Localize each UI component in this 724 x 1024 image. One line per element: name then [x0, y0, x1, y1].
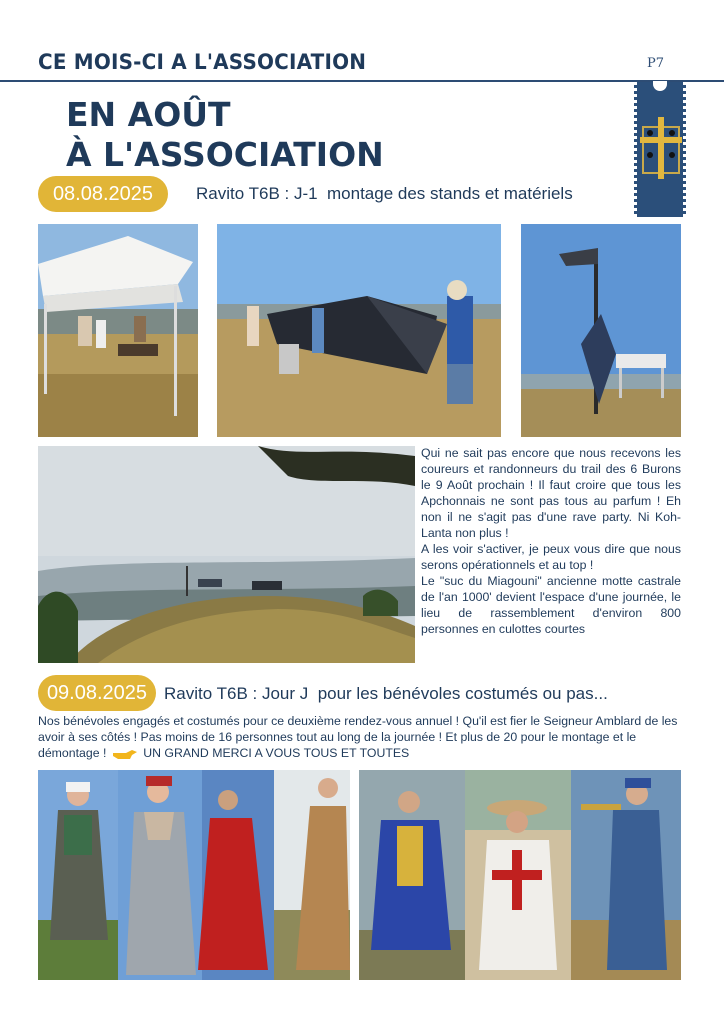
costumed-volunteers-collage-1	[38, 770, 350, 980]
event1-paragraph-1: Qui ne sait pas encore que nous recevons les coureurs et randonneurs du trail des 6 Burons le 9 Août prochain ! Il faut croire que tous les Apchonnais ne sont pas tous au parfum ! Eh non il ne s'agit pas d'une rave party. Ni Koh-Lanta non plus !	[421, 446, 681, 540]
event1-date-badge: 08.08.2025	[38, 176, 168, 212]
arms-dot	[647, 152, 653, 158]
page-number: P7	[647, 56, 665, 71]
event2-thanks-text: UN GRAND MERCI A VOUS TOUS ET TOUTES	[143, 746, 410, 760]
event1-paragraph-3: Le "suc du Miagouni" ancienne motte castrale de l'an 1000' devient l'espace d'une journée, le lieu de rassemblement d'environ 800 personnes en culottes courtes	[421, 574, 681, 636]
event1-title: Ravito T6B : J-1 montage des stands et matériels	[196, 184, 573, 203]
event2-intro-text: Nos bénévoles engagés et costumés pour ce deuxième rendez-vous annuel ! Qu'il est fier le Seigneur Amblard de les avoir à ses côtés ! Pas moins de 16 personnes tout au long de la journée ! Et plus de 20 pour le montage et le démontage !	[38, 714, 678, 760]
event1-description	[421, 445, 681, 637]
title-line-2: À L'ASSOCIATION	[66, 135, 384, 174]
tarp-unfolding-photo	[217, 224, 501, 437]
page-title	[66, 95, 384, 175]
heraldic-banner	[634, 82, 686, 217]
event2-date-badge: 09.08.2025	[38, 675, 156, 711]
cross-horizontal	[640, 137, 682, 143]
banner-notch	[653, 81, 667, 91]
cross-vertical	[658, 117, 664, 179]
event2-description	[38, 713, 688, 761]
header-rule	[0, 80, 724, 82]
costumed-volunteers-collage-2	[359, 770, 681, 980]
pointing-hand-icon	[112, 747, 138, 761]
tent-setup-photo	[38, 224, 198, 437]
flag-pole-photo	[521, 224, 681, 437]
arms-dot	[669, 130, 675, 136]
title-line-1: EN AOÛT	[66, 95, 231, 134]
hill-landscape-photo	[38, 446, 415, 663]
section-title: CE MOIS-CI A L'ASSOCIATION	[38, 50, 367, 74]
event2-title: Ravito T6B : Jour J pour les bénévoles costumés ou pas...	[164, 684, 608, 703]
arms-dot	[647, 130, 653, 136]
arms-dot	[669, 152, 675, 158]
event1-paragraph-2: A les voir s'activer, je peux vous dire que nous serons opérationnels et au top !	[421, 542, 681, 572]
